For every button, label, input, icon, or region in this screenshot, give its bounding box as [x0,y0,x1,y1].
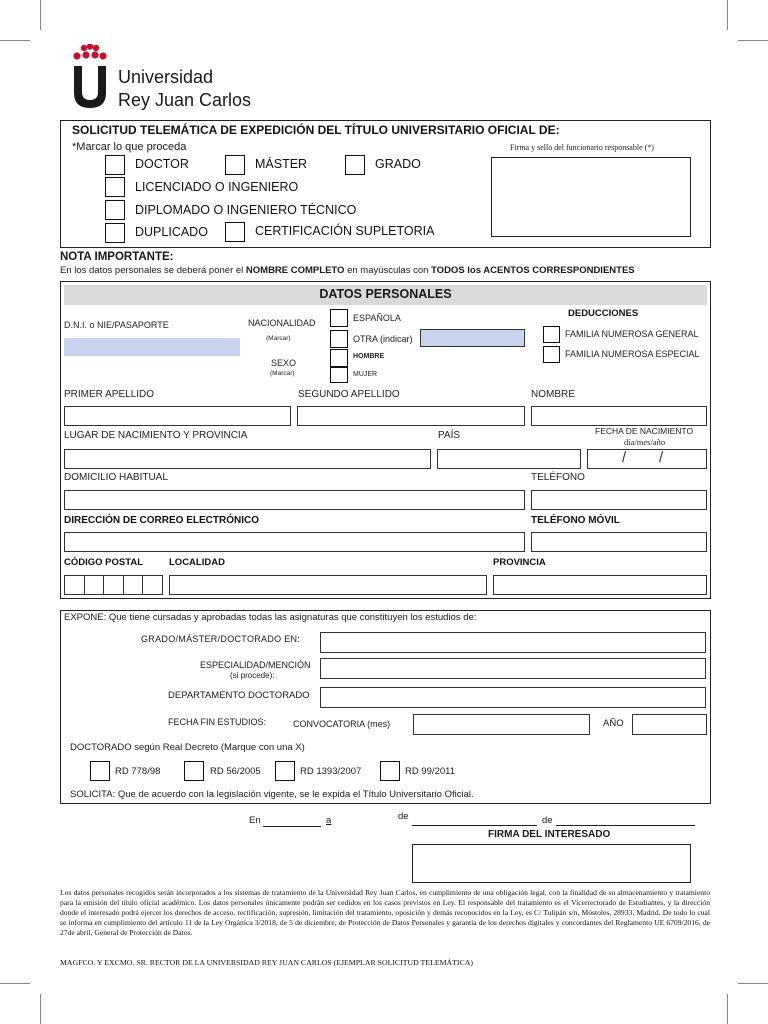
firma-label: FIRMA DEL INTERESADO [488,829,611,840]
otra-nacionalidad-input[interactable] [420,329,525,347]
ano-input[interactable] [632,714,707,735]
firma-box[interactable] [412,844,691,883]
dia-line[interactable] [412,815,537,826]
master-label: MÁSTER [255,157,308,171]
stamp-box [491,157,691,237]
si-procede-label: (si procede): [230,671,275,680]
note-text-bold2: TODOS los ACENTOS CORRESPONDIENTES [431,265,635,276]
fam-especial-checkbox[interactable] [543,346,560,363]
rd1-checkbox[interactable] [90,761,110,781]
dni-label: D.N.I. o NIE/PASAPORTE [64,320,169,330]
duplicado-label: DUPLICADO [135,225,208,239]
personal-data-title: DATOS PERSONALES [319,287,452,301]
segundo-apellido-label: SEGUNDO APELLIDO [298,389,400,400]
certificacion-label: CERTIFICACIÓN SUPLETORIA [255,224,435,238]
rd4-checkbox[interactable] [380,761,400,781]
nacionalidad-label: NACIONALIDAD [248,318,316,328]
certificacion-checkbox[interactable] [225,222,245,242]
grado-label: GRADO [375,157,421,171]
diplomado-checkbox[interactable] [105,200,125,220]
departamento-input[interactable] [320,687,706,708]
rd4-label: RD 99/2011 [405,766,455,777]
date-separator: / [622,449,627,466]
grado-en-input[interactable] [320,632,706,653]
crop-mark [40,0,41,30]
especialidad-input[interactable] [320,658,706,679]
logo-dots-icon [70,44,110,110]
de-label-1: de [398,811,409,822]
pais-input[interactable] [437,449,581,469]
hombre-checkbox[interactable] [330,349,348,367]
especialidad-label: ESPECIALIDAD/MENCIÓN [200,660,311,670]
convocatoria-input[interactable] [413,714,590,735]
licenciado-label: LICENCIADO O INGENIERO [135,180,299,194]
fecha-fin-label: FECHA FIN ESTUDIOS: [168,717,267,727]
a-label: a [326,815,332,826]
diplomado-label: DIPLOMADO O INGENIERO TÉCNICO [135,203,357,217]
duplicado-checkbox[interactable] [105,223,125,243]
codigo-postal-digit[interactable] [103,575,124,595]
ano-label: AÑO [603,718,624,729]
note-text [60,265,635,276]
convocatoria-label: CONVOCATORIA (mes) [293,719,391,729]
nombre-input[interactable] [531,406,707,426]
primer-apellido-label: PRIMER APELLIDO [64,389,155,400]
note-text-part1: En los datos personales se deberá poner el [60,265,246,276]
rd1-label: RD 778/98 [115,766,161,777]
espanola-checkbox[interactable] [330,309,348,327]
codigo-postal-digit[interactable] [64,575,85,595]
note-text-bold1: NOMBRE COMPLETO [245,265,345,276]
codigo-postal-digit[interactable] [142,575,163,595]
crop-mark [0,40,30,41]
solicita-text: SOLICITA: Que de acuerdo con la legislación vigente, se le expida el Título Universitario Oficial. [70,789,474,800]
dni-input[interactable] [64,338,240,356]
provincia-label: PROVINCIA [493,557,546,568]
note-title: NOTA IMPORTANTE: [60,251,174,263]
fam-general-checkbox[interactable] [543,326,560,343]
telefono-label: TELÉFONO [531,472,585,483]
en-label: En [249,815,261,826]
fam-general-label: FAMILIA NUMEROSA GENERAL [565,329,699,339]
crop-mark [727,0,728,30]
fecha-nacimiento-label: FECHA DE NACIMIENTO [595,426,694,436]
rd3-label: RD 1393/2007 [300,766,362,777]
otra-label: OTRA (indicar) [353,334,413,344]
sexo-marcar: (Marcar) [270,370,295,377]
mujer-checkbox[interactable] [330,367,348,383]
crop-mark [727,994,728,1024]
localidad-label: LOCALIDAD [169,557,225,568]
nacionalidad-marcar: (Marcar) [266,335,291,342]
fam-especial-label: FAMILIA NUMEROSA ESPECIAL [565,349,700,359]
codigo-postal-digit[interactable] [84,575,104,595]
fecha-nacimiento-input[interactable] [587,449,707,469]
request-instruction: *Marcar lo que proceda [72,141,187,153]
segundo-apellido-input[interactable] [297,406,525,426]
email-label: DIRECCIÓN DE CORREO ELECTRÓNICO [64,515,260,526]
crop-mark [40,994,41,1024]
request-title: SOLICITUD TELEMÁTICA DE EXPEDICIÓN DEL TÍTULO UNIVERSITARIO OFICIAL DE: [72,123,560,137]
licenciado-checkbox[interactable] [105,177,125,197]
en-line[interactable] [263,817,321,827]
lugar-nacimiento-input[interactable] [64,449,431,469]
stamp-label: Firma y sello del funcionario responsable (*) [510,143,654,152]
localidad-input[interactable] [169,575,487,595]
mujer-label: MUJER [353,371,378,378]
deducciones-label: DEDUCCIONES [568,308,639,319]
addressee: MAGFCO. Y EXCMO. SR. RECTOR DE LA UNIVERSIDAD REY JUAN CARLOS (EJEMPLAR SOLICITUD TELEMÁTICA) [60,958,473,967]
codigo-postal-digit[interactable] [123,575,143,595]
dia-mes-ano-label: día/mes/año [624,437,666,447]
hombre-label: HOMBRE [353,353,385,360]
codigo-postal-label: CÓDIGO POSTAL [64,557,143,568]
note-text-part2: en mayúsculas con [344,265,432,276]
espanola-label: ESPAÑOLA [353,313,401,323]
sexo-label: SEXO [271,358,297,368]
rd2-label: RD 56/2005 [210,766,261,777]
provincia-input[interactable] [493,575,707,595]
domicilio-input[interactable] [64,490,525,510]
doctor-checkbox[interactable] [105,155,125,175]
date-separator: / [659,449,664,466]
primer-apellido-input[interactable] [64,406,291,426]
telefono-movil-label: TELÉFONO MÓVIL [531,515,620,526]
telefono-movil-input[interactable] [531,532,707,552]
doctor-label: DOCTOR [135,157,189,171]
crop-mark [738,40,768,41]
expone-intro: EXPONE: Que tiene cursadas y aprobadas todas las asignaturas que constituyen los estudios de: [64,612,477,623]
mes-ano-line[interactable] [556,815,695,826]
pais-label: PAÍS [438,430,461,441]
crop-mark [738,983,768,984]
domicilio-label: DOMICILIO HABITUAL [64,472,168,483]
university-name-line1: Universidad [118,67,214,87]
crop-mark [0,983,30,984]
master-checkbox[interactable] [225,155,245,175]
university-logo [70,44,110,110]
grado-en-label: GRADO/MÁSTER/DOCTORADO EN: [141,634,301,644]
nombre-label: NOMBRE [531,389,575,400]
rd3-checkbox[interactable] [275,761,295,781]
departamento-label: DEPARTAMENTO DOCTORADO [168,690,310,701]
de-label-2: de [542,815,553,826]
grado-checkbox[interactable] [345,155,365,175]
lugar-nacimiento-label: LUGAR DE NACIMIENTO Y PROVINCIA [64,430,248,441]
decreto-label: DOCTORADO según Real Decreto (Marque con una X) [70,742,305,753]
email-input[interactable] [64,532,525,552]
rd2-checkbox[interactable] [184,761,204,781]
legal-text: Los datos personales recogidos serán incorporados a los sistemas de tratamiento de la Universidad Rey Juan Carlos, en cumplimiento de una obligación legal, con la finalidad de su almacenamiento y tratamiento para la emisión del título oficial académico. Los datos personales únicamente podrán ser cedidos en los casos previstos en Ley. El responsable del tratamiento es el Vicerrectorado de Estudiantes, y la dirección donde el interesado podrá ejercer los derechos de acceso, rectificación, supresión, limitación del tratamiento, oposición y demás reconocidos en la Ley, es C/ Tulipán s/n, Móstoles, 28933, Madrid. De todo lo cual se informa en cumplimiento del artículo 11 de la Ley Orgánica 3/2018, de 5 de diciembre, de Protección de Datos Personales y garantía de los derechos digitales y concordantes del Reglamento UE 6709/2016, de 27de abril, General de Protección de Datos. [60,888,710,938]
telefono-input[interactable] [531,490,707,510]
university-name-line2: Rey Juan Carlos [118,90,252,110]
otra-checkbox[interactable] [330,330,348,348]
